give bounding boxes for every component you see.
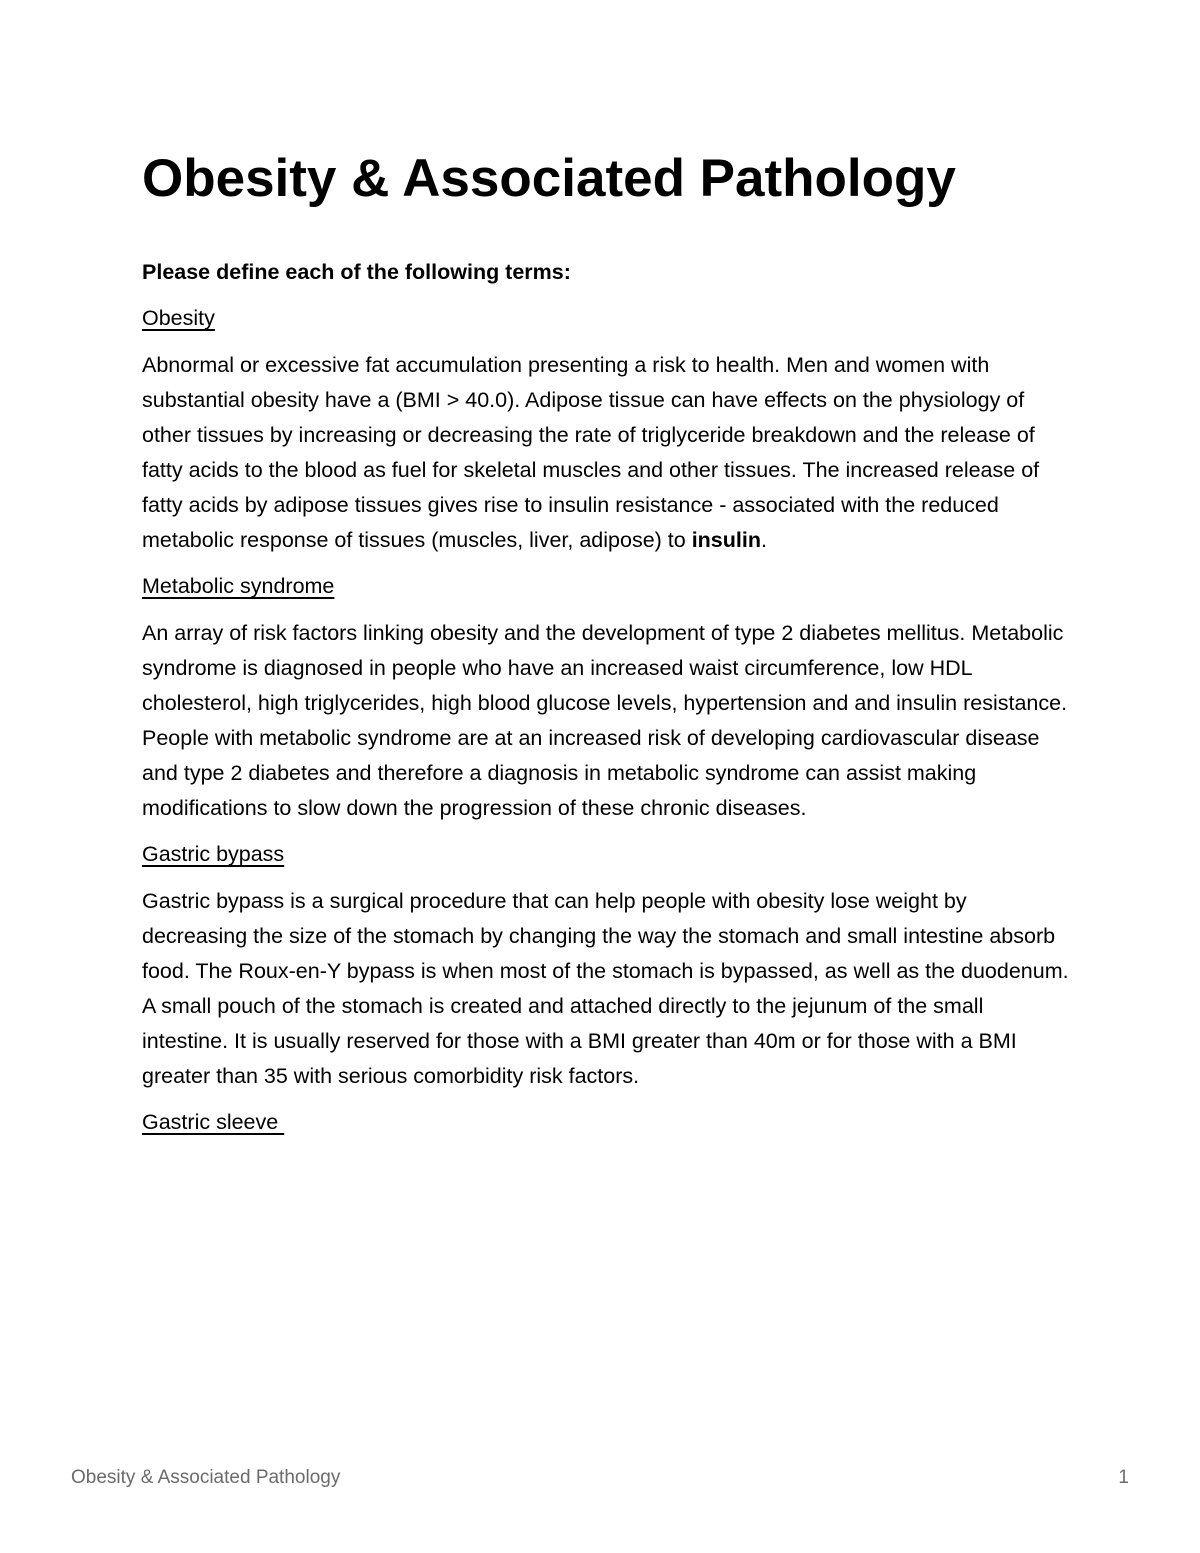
definition-bold-term: insulin — [691, 528, 761, 552]
term-definition-gastric-bypass: Gastric bypass is a surgical procedure that can help people with obesity lose weight by decreasing the size of the stomach by changing the way the stomach and small intestine absorb food. The Roux-en-Y bypass is when most of the stomach is bypassed, as well as the duodenum. A small pouch of the stomach is created and attached directly to the jejunum of the small intestine. It is usually reserved for those with a BMI greater than 40m or for those with a BMI greater than 35 with serious comorbidity risk factors. — [142, 889, 1069, 1088]
document-title: Obesity & Associated Pathology — [142, 149, 956, 208]
footer-page-number: 1 — [1118, 1467, 1129, 1488]
document-body — [142, 140, 1072, 1140]
footer-document-title: Obesity & Associated Pathology — [71, 1467, 341, 1488]
term-heading-gastric-bypass: Gastric bypass — [142, 842, 285, 866]
term-definition-metabolic-syndrome: An array of risk factors linking obesity and the development of type 2 diabetes mellitus. Metabolic syndrome is diagnosed in people who have an increased waist circumference, low HDL cholesterol, high triglycerides, high blood glucose levels, hypertension and and insulin resistance. People with metabolic syndrome are at an increased risk of developing cardiovascular disease and type 2 diabetes and therefore a diagnosis in metabolic syndrome can assist making modifications to slow down the progression of these chronic diseases. — [142, 621, 1068, 820]
instruction-prompt: Please define each of the following terms: — [142, 260, 571, 284]
term-heading-metabolic-syndrome: Metabolic syndrome — [142, 574, 335, 598]
definition-text: Abnormal or excessive fat accumulation presenting a risk to health. Men and women with substantial obesity have a (BMI > 40.0). Adipose tissue can have effects on the physiology of other tissues by increasing or decreasing the rate of triglyceride breakdown and the release of fatty acids to the blood as fuel for skeletal muscles and other tissues. The increased release of fatty acids by adipose tissues gives rise to insulin resistance - associated with the reduced metabolic response of tissues (muscles, liver, adipose) to — [142, 353, 1040, 552]
term-heading-gastric-sleeve: Gastric sleeve — [142, 1110, 285, 1134]
term-heading-obesity: Obesity — [142, 306, 215, 330]
term-definition-obesity — [142, 348, 1072, 558]
definition-text-end: . — [760, 528, 767, 552]
